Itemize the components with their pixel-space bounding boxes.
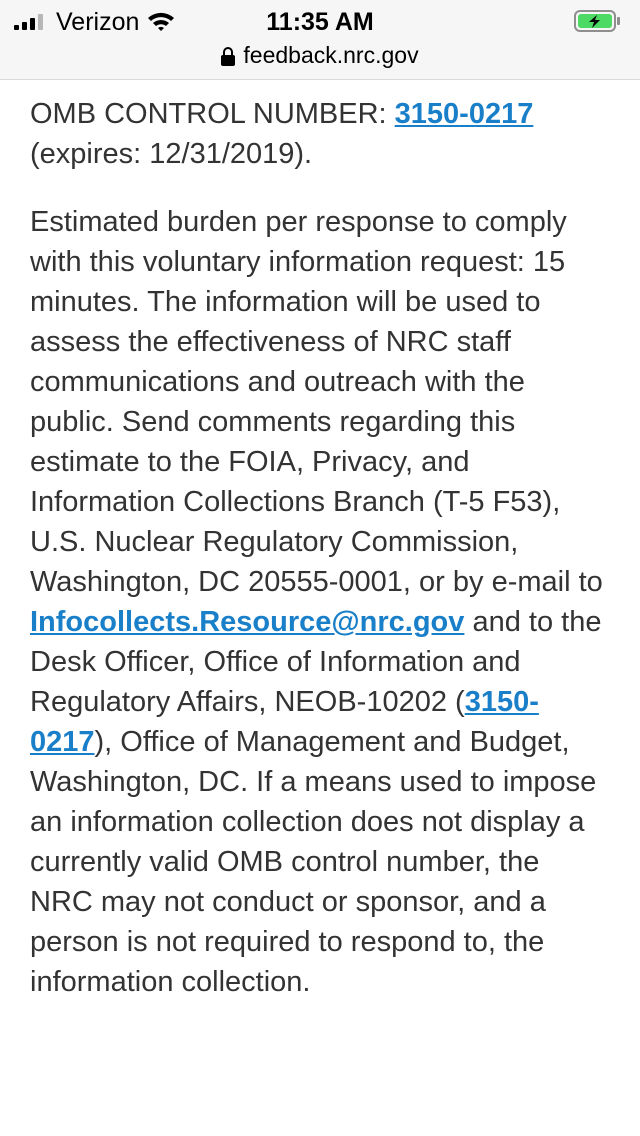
omb-control-paragraph (30, 94, 610, 174)
address-bar[interactable] (0, 42, 640, 69)
burden-text-part3: ), Office of Management and Budget, Washington, DC. If a means used to impose an information collection does not display a currently valid OMB control number, the NRC may not conduct or sponsor, and a person is not required to respond to, the information collection. (30, 726, 597, 998)
burden-text-part2: and to the Desk Officer, Office of Information and Regulatory Affairs, NEOB-10202 ( (30, 606, 602, 718)
email-link[interactable]: Infocollects.Resource@nrc.gov (30, 606, 465, 638)
burden-paragraph (30, 202, 610, 1002)
page-content (0, 80, 640, 1002)
omb-expires: (expires: 12/31/2019). (30, 138, 313, 170)
omb-label: OMB CONTROL NUMBER: (30, 98, 395, 130)
carrier-name: Verizon (56, 8, 140, 36)
battery-charging-icon (574, 10, 622, 32)
omb-number-link[interactable]: 3150-0217 (394, 98, 534, 130)
omb-number-inline-link[interactable]: 3150-0217 (30, 686, 539, 758)
burden-text-part1: Estimated burden per response to comply with this voluntary information request: 15 minutes. The information will be used to assess the effectiveness of NRC staff communications and outreach with the public. Send comments regarding this estimate to the FOIA, Privacy, and Information Collections Branch (T-5 F53), U.S. Nuclear Regulatory Commission, Washington, DC 20555-0001, or by e-mail to (30, 206, 603, 598)
lock-icon (221, 46, 235, 66)
status-bar (0, 0, 640, 80)
url-text: feedback.nrc.gov (243, 42, 419, 68)
clock: 11:35 AM (266, 8, 374, 36)
